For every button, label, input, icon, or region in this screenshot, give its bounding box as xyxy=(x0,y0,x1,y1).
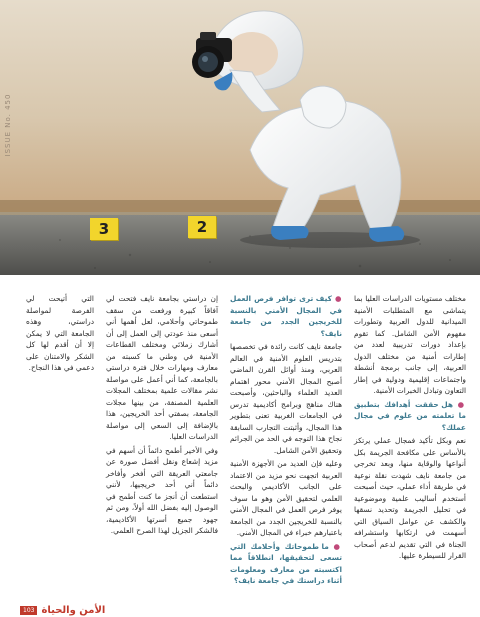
forensic-investigator-image xyxy=(0,0,480,275)
question-text: كيف ترى توافر فرص العمل في المجال الأمني بالنسبة للخريجين الجدد من جامعة نايف؟ xyxy=(230,294,342,338)
article-columns xyxy=(26,293,466,593)
paragraph: نعم وبكل تأكيد فمجال عملي يرتكز بالأساس على مكافحة الجريمة بكل أنواعها والوقاية منها، وبعد تخرجي من جامعة نايف شهدت نقلة نوعية في طريقة أداء عملي، حيث أصبحت أستخدم أساليب علمية وموضوعية في تحليل الجريمة وتحديد نسقها والكشف عن عوامل السياق التي أسهمت في ارتكابها واستشرافه الجناة في التي تقديم لدعم أصحاب القرار للسيطرة عليها. xyxy=(354,436,466,560)
paragraph: إن دراستي بجامعة نايف فتحت لي آفاقاً كبيرة ورفعت من سقف طموحاتي وأحلامي، لعل أهمها أني أسعى منذ عودتي إلى العمل إلى أن أشارك زملائي ومختلف القطاعات الأمنية في وطني ما كسبته من معارف ومهارات خلال فترة دراستي بالجامعة، كما أني أعمل على مواصلة نشر مقالات علمية بمختلف المجلات العلمية المصنفة، من بينها مجلات الجامعة، بصفتي أحد الخريجين، هذا بالإضافة إلى السعي إلى مواصلة الدراسات العليا. xyxy=(106,294,218,441)
evidence-marker-2: 2 xyxy=(188,216,216,238)
issue-number xyxy=(4,55,18,195)
page-footer xyxy=(20,604,105,616)
question-text: ما طموحاتك وأحلامك التي تسعى لتحقيقها، انطلاقاً مما اكتسبته من معارف ومعلومات أثناء دراستك في جامعة نايف؟ xyxy=(230,541,342,585)
page-number: 103 xyxy=(20,606,37,615)
column-3 xyxy=(106,293,218,539)
question-heading xyxy=(230,293,342,339)
paragraph: التي أتيحت لي الفرصة لمواصلة دراستي، وهذه الجامعة التي لا يمكن إلا أن أقدم لها كل الشكر والامتنان على دعمي في هذا النجاح. xyxy=(26,294,94,372)
bullet-icon: ● xyxy=(331,294,342,303)
evidence-marker-3: 3 xyxy=(90,218,118,240)
paragraph: جامعة نايف كانت رائدة في تخصصها بتدريس العلوم الأمنية في العالم العربي، ومنذ أوائل القرن الماضي أصبح المجال الأمني محور اهتمام العديد العلماء والباحثين، وأصبحت هناك مناهج وبرامج أكاديمية تدرس في الجامعات الغربية تعنى بتطوير هذا المجال، وأثبتت التجارب السابقة نجاح هذا التوجه في الحد من الجرائم وتحقيق الأمن الشامل. xyxy=(230,342,342,455)
bullet-icon: ● xyxy=(328,541,342,551)
magazine-name: الأمن والحياة xyxy=(41,604,106,616)
paragraph: مختلف مستويات الدراسات العليا بما يتماشى مع المتطلبات الأمنية الميدانية للدول العربية وتطورات مفهوم الأمن الشامل. كما تقوم بإعداد دورات تدريبية لعدد من إطارات أمنية من مختلف الدول العربية، إلى جانب برمجة أنشطة واجتماعات إقليمية ودولية في إطار التعاون وتبادل الخبرات الأمنية. xyxy=(354,294,466,395)
question-heading xyxy=(354,399,466,434)
bullet-icon: ● xyxy=(453,399,466,409)
column-1 xyxy=(354,293,466,564)
column-2 xyxy=(230,293,342,589)
question-heading xyxy=(230,541,342,587)
issue-label: ISSUE No. 450 xyxy=(4,93,12,157)
column-4 xyxy=(26,293,94,376)
paragraph: وفي الأخير أطمح دائماً أن أسهم في مزيد إشعاع ونقل أفضل صورة عن جامعتي العريقة التي أفخر وأفاخر دائماً أني أحد خريجيها، لأنني استطعت أن أنجز ما كنت أطمح في الوصول إليه بفضل الله أولاً، ومن ثم جهود جميع أسرتها الأكاديمية، فالشكر الجزيل لهذا الصرح العلمي. xyxy=(106,445,218,535)
question-text: هل حققت أهدافك بتطبيق ما تعلمته من علوم في مجال عملك؟ xyxy=(354,399,466,432)
crime-scene-photo xyxy=(0,0,480,275)
paragraph: وعليه فإن العديد من الأجهزة الأمنية العربية اتجهت نحو مزيد من الاعتماد على الجانب الأكاديمي والبحث العلمي لتحقيق الأمن وهو ما سوف يوفر فرص العمل في المجال الأمني بالنسبة للخريجين الجدد من الجامعة باعتبارهم خبراء في المجال الأمني. xyxy=(230,459,342,537)
